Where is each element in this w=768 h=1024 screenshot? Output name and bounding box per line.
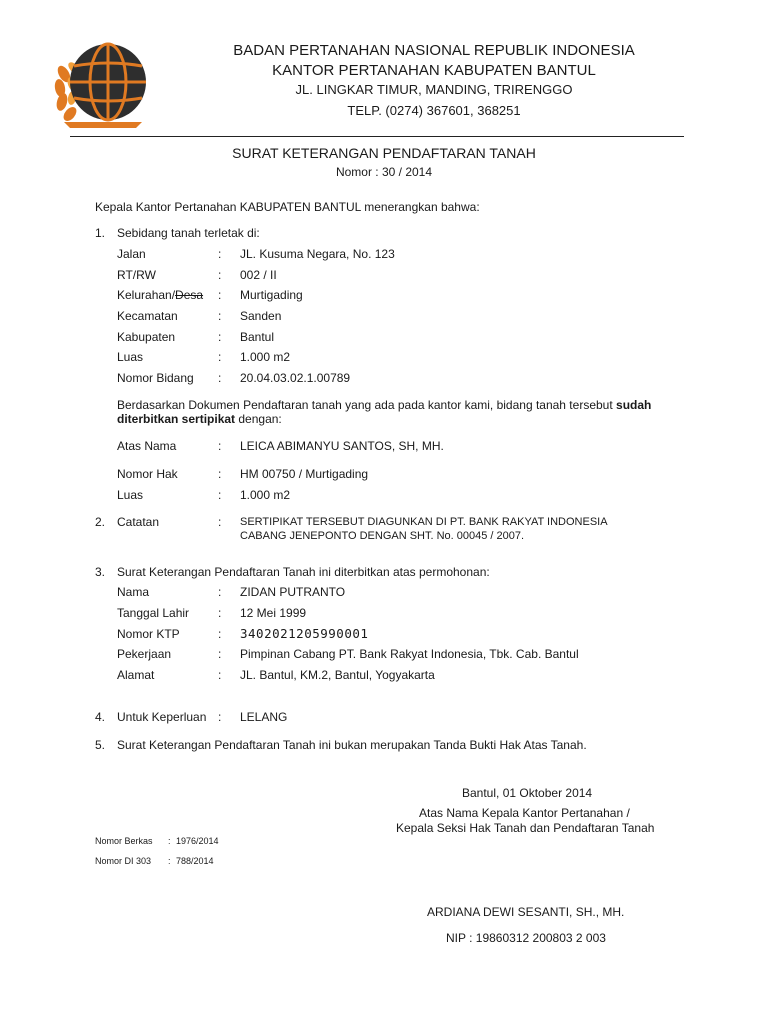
on-behalf-line1: Atas Nama Kepala Kantor Pertanahan / xyxy=(419,806,630,820)
row-label: Tanggal Lahir xyxy=(117,606,190,620)
note-line2: CABANG JENEPONTO DENGAN SHT. No. 00045 / 2007. xyxy=(240,530,525,542)
section3-heading: Surat Keterangan Pendaftaran Tanah ini diterbitkan atas permohonan: xyxy=(117,565,490,579)
on-behalf-line2: Kepala Seksi Hak Tanah dan Pendaftaran Tanah xyxy=(396,821,655,835)
row-value: JL. Kusuma Negara, No. 123 xyxy=(240,247,395,261)
certificate-paragraph-line1 xyxy=(117,398,651,412)
row-colon: : xyxy=(218,247,222,261)
row-label: Nomor KTP xyxy=(117,627,180,641)
row-colon: : xyxy=(218,515,222,529)
place-date: Bantul, 01 Oktober 2014 xyxy=(462,786,593,800)
row-colon: : xyxy=(218,627,222,641)
row-value-ktp: 3402021205990001 xyxy=(240,626,369,641)
row-colon: : xyxy=(168,836,171,846)
row-colon: : xyxy=(218,647,222,661)
section4-label: Untuk Keperluan xyxy=(117,710,207,724)
row-colon: : xyxy=(218,606,222,620)
row-value: Sanden xyxy=(240,309,282,323)
intro-text: Kepala Kantor Pertanahan KABUPATEN BANTUL menerangkan bahwa: xyxy=(95,200,480,214)
signatory-name: ARDIANA DEWI SESANTI, SH., MH. xyxy=(427,905,625,919)
document-number: Nomor : 30 / 2014 xyxy=(335,165,433,179)
section1-heading: Sebidang tanah terletak di: xyxy=(117,226,260,240)
row-value: 1.000 m2 xyxy=(240,350,291,364)
di303-value: 788/2014 xyxy=(176,856,214,866)
section2-label: Catatan xyxy=(117,515,160,529)
purpose-value: LELANG xyxy=(240,710,288,724)
row-colon: : xyxy=(168,856,171,866)
row-label: Nomor Hak xyxy=(117,467,178,481)
signatory-nip: NIP : 19860312 200803 2 003 xyxy=(446,931,606,945)
row-colon: : xyxy=(218,371,222,385)
row-label xyxy=(117,288,203,302)
row-label: Pekerjaan xyxy=(117,647,172,661)
row-value: Pimpinan Cabang PT. Bank Rakyat Indonesia, Tbk. Cab. Bantul xyxy=(240,647,579,661)
row-label: Alamat xyxy=(117,668,155,682)
row-colon: : xyxy=(218,710,222,724)
row-label: Kecamatan xyxy=(117,309,178,323)
di303-label: Nomor DI 303 xyxy=(95,856,152,866)
row-colon: : xyxy=(218,288,222,302)
row-colon: : xyxy=(218,350,222,364)
row-value: 002 / II xyxy=(240,268,277,282)
section2-number: 2. xyxy=(95,515,106,529)
section5-text: Surat Keterangan Pendaftaran Tanah ini bukan merupakan Tanda Bukti Hak Atas Tanah. xyxy=(117,738,587,752)
row-colon: : xyxy=(218,467,222,481)
agency-name: BADAN PERTANAHAN NASIONAL REPUBLIK INDONESIA xyxy=(233,42,635,59)
para-text: Berdasarkan Dokumen Pendaftaran tanah yang ada pada kantor kami, bidang tanah tersebut xyxy=(117,398,613,412)
para-bold-sudah: sudah xyxy=(616,398,652,412)
row-label: Luas xyxy=(117,488,144,502)
row-label: Nama xyxy=(117,585,150,599)
row-label: Atas Nama xyxy=(117,439,177,453)
row-value: 1.000 m2 xyxy=(240,488,291,502)
file-number-value: 1976/2014 xyxy=(176,836,219,846)
section3-number: 3. xyxy=(95,565,106,579)
certificate-paragraph-line2 xyxy=(117,412,282,426)
row-value: ZIDAN PUTRANTO xyxy=(240,585,346,599)
row-colon: : xyxy=(218,439,222,453)
document-title: SURAT KETERANGAN PENDAFTARAN TANAH xyxy=(232,145,536,161)
section4-number: 4. xyxy=(95,710,106,724)
row-colon: : xyxy=(218,488,222,502)
note-line1: SERTIPIKAT TERSEBUT DIAGUNKAN DI PT. BANK RAKYAT INDONESIA xyxy=(240,516,608,528)
row-label: Luas xyxy=(117,350,144,364)
office-name: KANTOR PERTANAHAN KABUPATEN BANTUL xyxy=(272,62,596,79)
section5-number: 5. xyxy=(95,738,106,752)
row-label: Nomor Bidang xyxy=(117,371,194,385)
row-colon: : xyxy=(218,585,222,599)
label-kelurahan: Kelurahan/ xyxy=(117,288,176,302)
row-value: Murtigading xyxy=(240,288,303,302)
row-colon: : xyxy=(218,330,222,344)
row-colon: : xyxy=(218,268,222,282)
file-number-label: Nomor Berkas xyxy=(95,836,153,846)
row-value: 12 Mei 1999 xyxy=(240,606,307,620)
row-label: RT/RW xyxy=(117,268,156,282)
para-end: dengan: xyxy=(238,412,282,426)
header-divider xyxy=(70,136,684,137)
row-value: JL. Bantul, KM.2, Bantul, Yogyakarta xyxy=(240,668,435,682)
office-address: JL. LINGKAR TIMUR, MANDING, TRIRENGGO xyxy=(295,82,573,97)
para-bold-sertipikat: diterbitkan sertipikat xyxy=(117,412,236,426)
row-value: Bantul xyxy=(240,330,275,344)
row-colon: : xyxy=(218,668,222,682)
section1-number: 1. xyxy=(95,226,106,240)
row-value: 20.04.03.02.1.00789 xyxy=(240,371,351,385)
row-colon: : xyxy=(218,309,222,323)
row-label: Kabupaten xyxy=(117,330,176,344)
label-desa-struck: Desa xyxy=(175,288,204,302)
row-label: Jalan xyxy=(117,247,146,261)
row-value: LEICA ABIMANYU SANTOS, SH, MH. xyxy=(240,439,444,453)
row-value: HM 00750 / Murtigading xyxy=(240,467,369,481)
office-phone: TELP. (0274) 367601, 368251 xyxy=(347,103,521,118)
